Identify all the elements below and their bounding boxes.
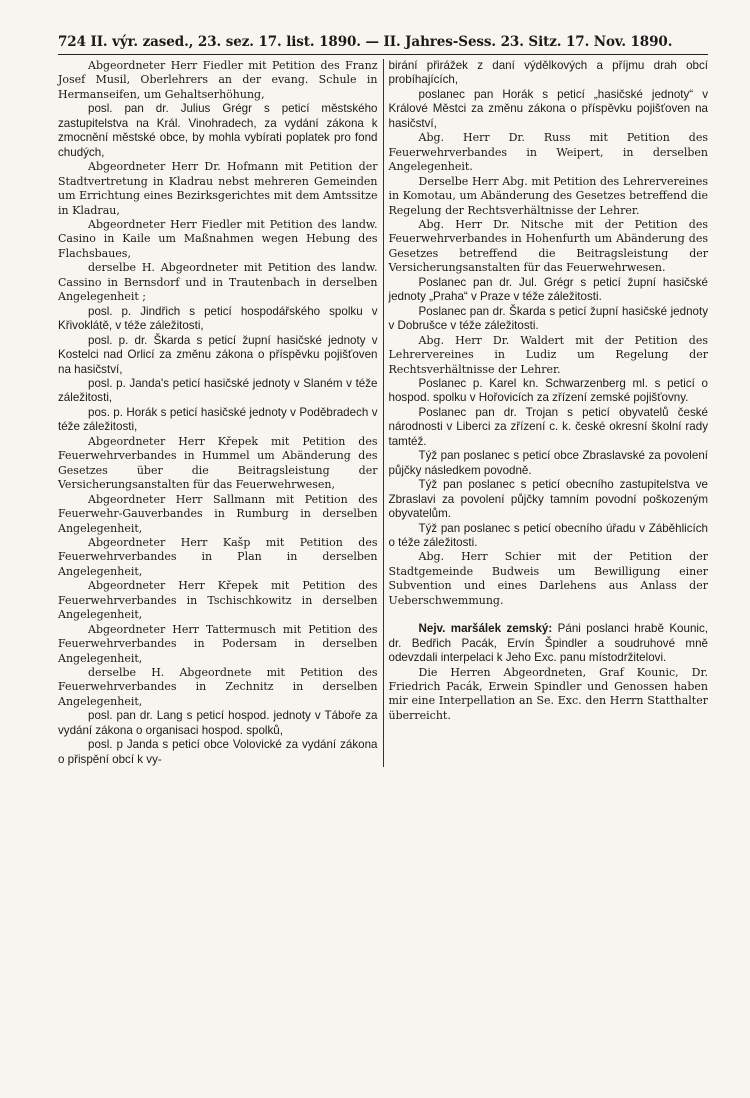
paragraph: Abgeordneter Herr Dr. Hofmann mit Petition der Stadtvertretung in Kladrau nebst mehreren Gemeinden um Errichtung eines Bezirksgerichtes mit dem Amtssitze in Kladrau, xyxy=(58,160,378,217)
paragraph: Poslanec pan dr. Škarda s peticí župní hasičské jednoty v Dobrušce v téže záležitosti. xyxy=(388,304,708,333)
paragraph: Abg. Herr Dr. Waldert mit der Petition des Lehrervereines in Ludiz um Regelung der Rechtsverhältnisse der Lehrer. xyxy=(388,333,708,376)
paragraph: derselbe H. Abgeordneter mit Petition des landw. Cassino in Bernsdorf und in Trautenbach in derselben Angelegenheit ; xyxy=(58,261,378,304)
paragraph: derselbe H. Abgeordnete mit Petition des Feuerwehrverbandes in Zechnitz in derselben Angelegenheit, xyxy=(58,666,378,708)
paragraph: posl. p. Janda's peticí hasičské jednoty v Slaném v téže záležitosti, xyxy=(58,376,378,405)
paragraph: Abg. Herr Dr. Nitsche mit der Petition des Feuerwehrverbandes in Hohenfurth um Abänderung des Gesetzes betreffend die Beitragsleistung der Versicherungsanstalten für das Feuerwehrwesen. xyxy=(388,217,708,275)
paragraph: Týž pan poslanec s peticí obecního úřadu v Záběhlicích o téže záležitosti. xyxy=(388,521,708,549)
paragraph: Poslanec p. Karel kn. Schwarzenberg ml. s peticí o hospod. spolku v Hořovicích za zřízení zemské pojišťovny. xyxy=(388,376,708,405)
paragraph: Abgeordneter Herr Fiedler mit Petition des landw. Casino in Kaile um Maßnahmen wegen Hebung des Flachsbaues, xyxy=(58,217,378,260)
paragraph: Poslanec pan dr. Trojan s peticí obyvatelů české národnosti v Liberci za zřízení c. k. české okresní školní rady tamtéž. xyxy=(388,405,708,448)
paragraph: posl. p Janda s peticí obce Volovické za vydání zákona o přispění obcí k vy- xyxy=(58,738,378,766)
two-column-body xyxy=(58,59,708,767)
right-column xyxy=(384,59,709,767)
paragraph: poslanec pan Horák s peticí „hasičské jednoty“ v Králové Městci za změnu zákona o příspěvku pojišťoven na hasičství, xyxy=(388,87,708,130)
closing-paragraph: Die Herren Abgeordneten, Graf Kounic, Dr. Friedrich Pacák, Erwein Spindler und Genossen haben mir eine Interpellation an Se. Exc. den Herrn Statthalter überreicht. xyxy=(388,665,708,722)
paragraph: posl. pan dr. Lang s peticí hospod. jednoty v Táboře za vydání zákona o organisaci hospod. spolků, xyxy=(58,709,378,737)
paragraph: Abg. Herr Dr. Russ mit Petition des Feuerwehrverbandes in Weipert, in derselben Angelegenheit. xyxy=(388,131,708,174)
paragraph: pos. p. Horák s peticí hasičské jednoty v Poděbradech v téže záležitosti, xyxy=(58,405,378,434)
paragraph: Týž pan poslanec s peticí obce Zbraslavské za povolení půjčky následkem povodně. xyxy=(388,449,708,477)
marshal-statement xyxy=(389,622,709,665)
paragraph: Abgeordneter Herr Křepek mit Petition des Feuerwehrverbandes in Tschischkowitz in derselben Angelegenheit, xyxy=(58,579,378,622)
paragraph: Týž pan poslanec s peticí obecního zastupitelstva ve Zbraslavi za povolení půjčky tamním povodní poškozeným obyvatelům. xyxy=(388,478,708,521)
paragraph: posl. p. dr. Škarda s peticí župní hasičské jednoty v Kostelci nad Orlicí za změnu zákona o příspěvku pojišťoven na hasičství, xyxy=(58,333,378,376)
paragraph: Abg. Herr Schier mit der Petition der Stadtgemeinde Budweis um Bewilligung einer Subvention und eines Darlehens aus Anlass der Ueberschwemmung. xyxy=(388,550,708,607)
page xyxy=(58,34,708,767)
speaker-label: Nejv. maršálek zemský: xyxy=(418,622,553,636)
paragraph: Abgeordneter Herr Křepek mit Petition des Feuerwehrverbandes in Hummel um Abänderung des Gesetzes über die Beitragsleistung der Versicherungsanstalten für das Feuerwehrwesen, xyxy=(58,434,378,492)
paragraph: Derselbe Herr Abg. mit Petition des Lehrervereines in Komotau, um Abänderung des Gesetzes betreffend die Regelung der Rechtsverhältnisse der Lehrer. xyxy=(388,174,708,217)
paragraph: birání přirážek z daní výdělkových a příjmu drah obcí probíhajících, xyxy=(388,59,708,87)
paragraph: Abgeordneter Herr Kašp mit Petition des Feuerwehrverbandes in Plan in derselben Angelegenheit, xyxy=(58,535,378,578)
paragraph: Poslanec pan dr. Jul. Grégr s peticí župní hasičské jednoty „Praha“ v Praze v téže záležitosti. xyxy=(388,275,708,304)
page-header: 724 II. výr. zased., 23. sez. 17. list. 1890. — II. Jahres-Sess. 23. Sitz. 17. Nov. 1890. xyxy=(58,34,708,55)
paragraph: Abgeordneter Herr Sallmann mit Petition des Feuerwehr-Gauverbandes in Rumburg in derselben Angelegenheit, xyxy=(58,492,378,535)
speaker-text: Páni poslanci hrabě Kounic, dr. Bedřich Pacák, Ervín Špindler a soudruhové mně odevzdali interpelaci k Jeho Exc. panu místodržitelovi. xyxy=(388,622,708,665)
paragraph: posl. p. Jindřich s peticí hospodářského spolku v Křivoklátě, v téže záležitosti, xyxy=(58,304,378,333)
paragraph: Abgeordneter Herr Tattermusch mit Petition des Feuerwehrverbandes in Podersam in derselben Angelegenheit, xyxy=(58,622,378,665)
left-column xyxy=(58,59,384,767)
paragraph: Abgeordneter Herr Fiedler mit Petition des Franz Josef Musil, Oberlehrers an der evang. Schule in Hermanseifen, um Gehaltserhöhung, xyxy=(58,59,378,101)
paragraph: posl. pan dr. Julius Grégr s peticí městského zastupitelstva na Král. Vinohradech, za vydání zákona k zmocnění městské obce, by mohla vybírati poplatek pro fond chudých, xyxy=(58,102,378,159)
